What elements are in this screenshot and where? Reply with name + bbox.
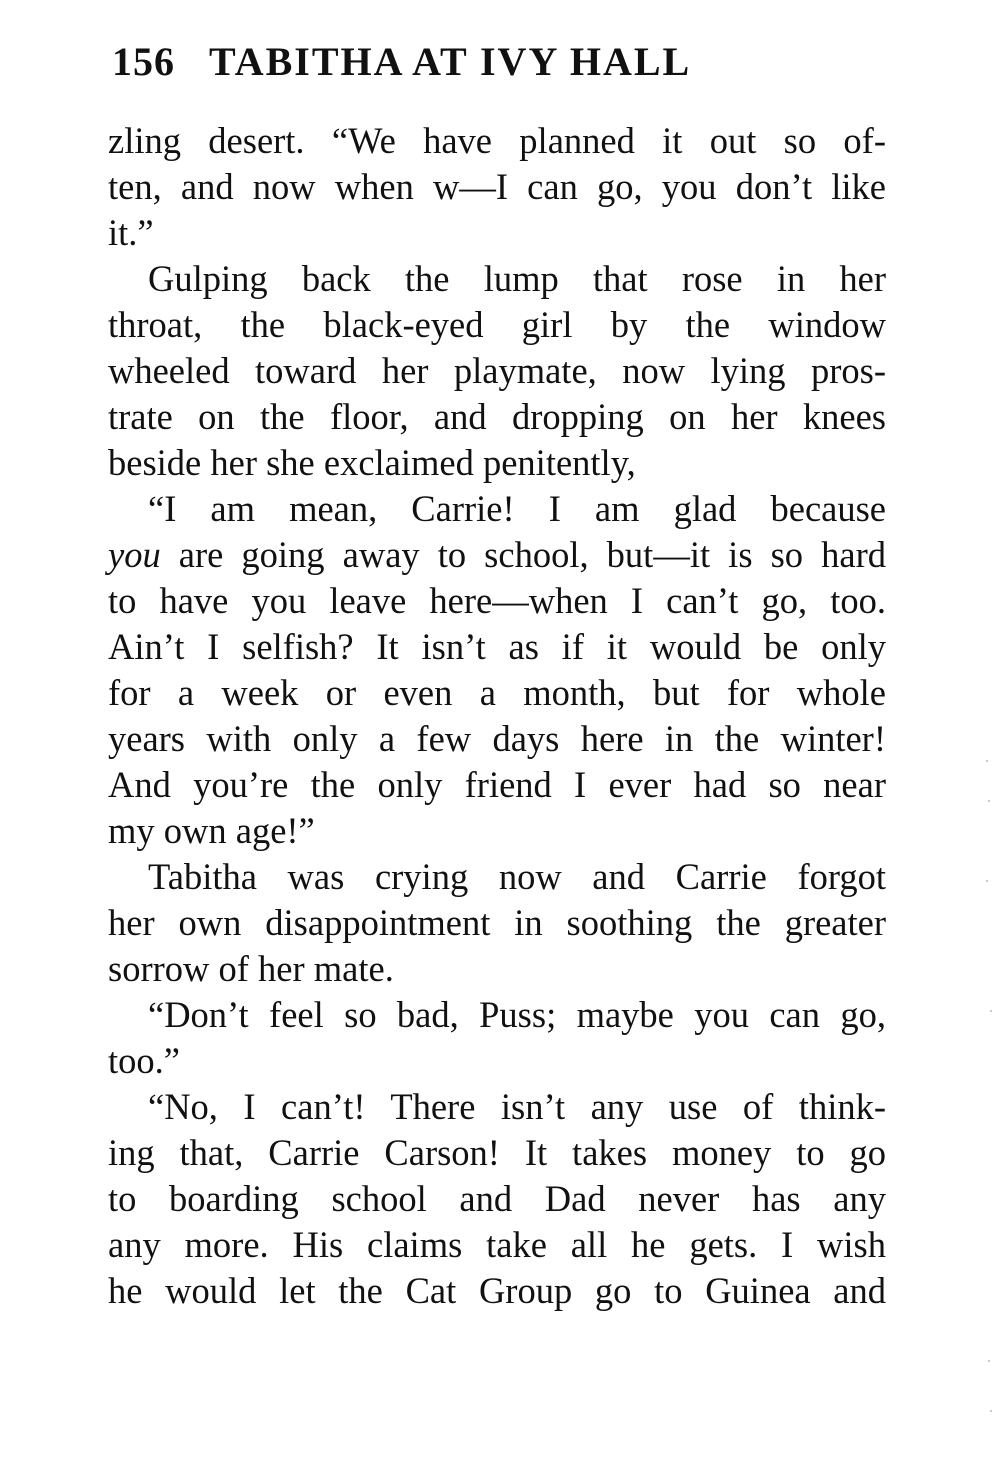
scan-speck <box>988 800 990 802</box>
text-line: “Don’t feel so bad, Puss; maybe you can go, <box>148 994 886 1035</box>
text-line-rest: are going away to school, but—it is so hard <box>160 534 886 575</box>
text-line: Ain’t I selfish? It isn’t as if it would be only <box>108 626 886 667</box>
text-line: Gulping back the lump that rose in her <box>148 258 886 299</box>
scan-speck <box>990 1010 992 1012</box>
text-line: sorrow of her mate. <box>108 948 394 989</box>
text-line: he would let the Cat Group go to Guinea and <box>108 1270 886 1311</box>
text-line: Tabitha was crying now and Carrie forgot <box>148 856 886 897</box>
text-line: too.” <box>108 1040 180 1081</box>
text-line <box>108 532 886 578</box>
text-line: throat, the black-eyed girl by the window <box>108 304 886 345</box>
scan-speck <box>988 1360 990 1362</box>
text-line: “No, I can’t! There isn’t any use of think- <box>148 1086 886 1127</box>
text-line: zling desert. “We have planned it out so of- <box>108 120 886 161</box>
text-line: years with only a few days here in the winter! <box>108 718 886 759</box>
book-title: TABITHA AT IVY HALL <box>209 39 692 84</box>
body-text <box>108 118 886 1314</box>
text-line: to boarding school and Dad never has any <box>108 1178 886 1219</box>
text-line: ing that, Carrie Carson! It takes money to go <box>108 1132 886 1173</box>
scan-speck <box>986 880 988 882</box>
text-line: “I am mean, Carrie! I am glad because <box>148 488 886 529</box>
emphasis-text: you <box>108 534 161 575</box>
text-line: beside her she exclaimed penitently, <box>108 442 636 483</box>
text-line: trate on the floor, and dropping on her knees <box>108 396 886 437</box>
text-line: And you’re the only friend I ever had so near <box>108 764 886 805</box>
scan-speck <box>986 760 988 762</box>
scan-speck <box>990 1410 992 1412</box>
text-line: for a week or even a month, but for whole <box>108 672 886 713</box>
text-line: it.” <box>108 212 154 253</box>
text-line: her own disappointment in soothing the greater <box>108 902 886 943</box>
running-head <box>112 38 812 85</box>
text-line: to have you leave here—when I can’t go, too. <box>108 580 886 621</box>
text-line: wheeled toward her playmate, now lying pros- <box>108 350 886 391</box>
text-line: ten, and now when w—I can go, you don’t like <box>108 166 886 207</box>
text-line: any more. His claims take all he gets. I wish <box>108 1224 886 1265</box>
page-number: 156 <box>112 39 175 84</box>
text-line: my own age!” <box>108 810 315 851</box>
